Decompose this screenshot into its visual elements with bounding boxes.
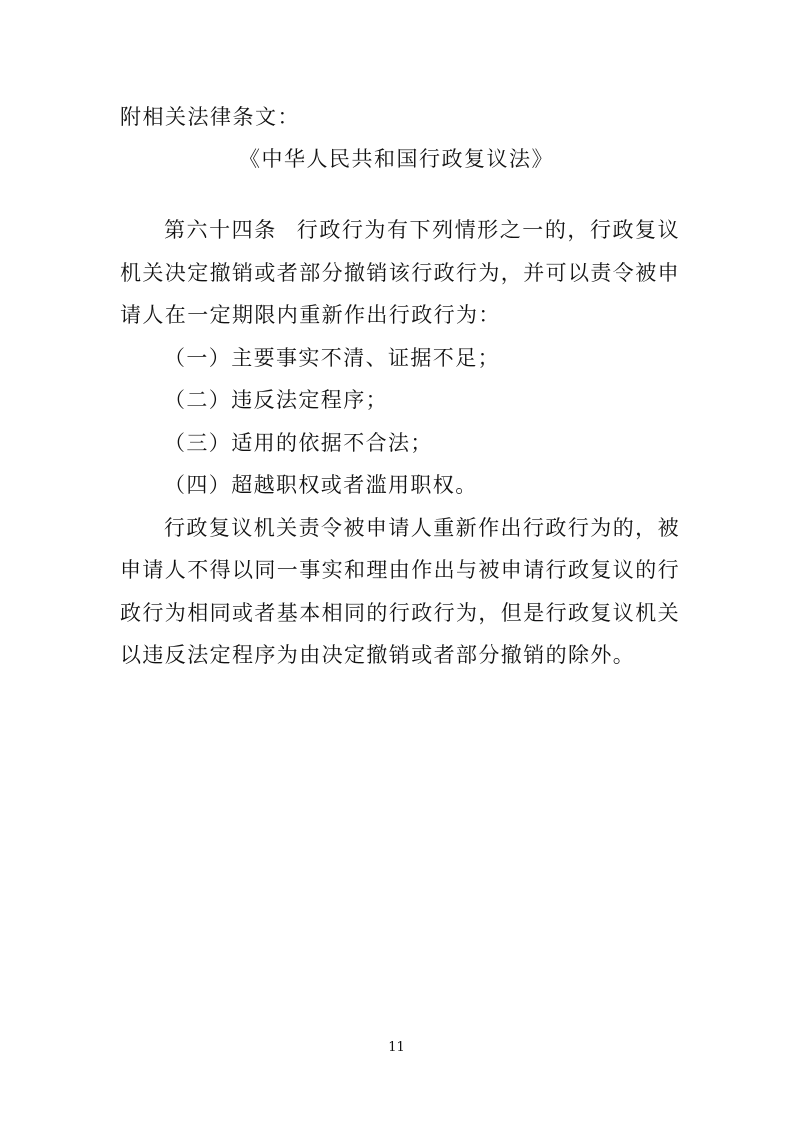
article-item-4: （四）超越职权或者滥用职权。 [164,473,478,497]
article-section [120,209,680,677]
law-title: 《中华人民共和国行政复议法》 [239,147,554,171]
article-item-1: （一）主要事实不清、证据不足； [164,345,500,370]
article-number: 第六十四条 [164,218,277,242]
intro-text: 附相关法律条文： [120,105,300,129]
article-paragraph [120,209,680,337]
article-body: 行政行为有下列情形之一的，行政复议机关决定撤销或者部分撤销该行政行为，并可以责令被申请人在一定期限内重新作出行政行为： [120,218,680,327]
page-number: 11 [388,1040,405,1055]
article-item-3: （三）适用的依据不合法； [164,430,433,455]
article-item-2: （二）违反法定程序； [164,388,388,412]
article-closing-paragraph: 行政复议机关责令被申请人重新作出行政行为的，被申请人不得以同一事实和理由作出与被申请行政复议的行政行为相同或者基本相同的行政行为，但是行政复议机关以违反法定程序为由决定撤销或者部分撤销的除外。 [120,515,680,667]
